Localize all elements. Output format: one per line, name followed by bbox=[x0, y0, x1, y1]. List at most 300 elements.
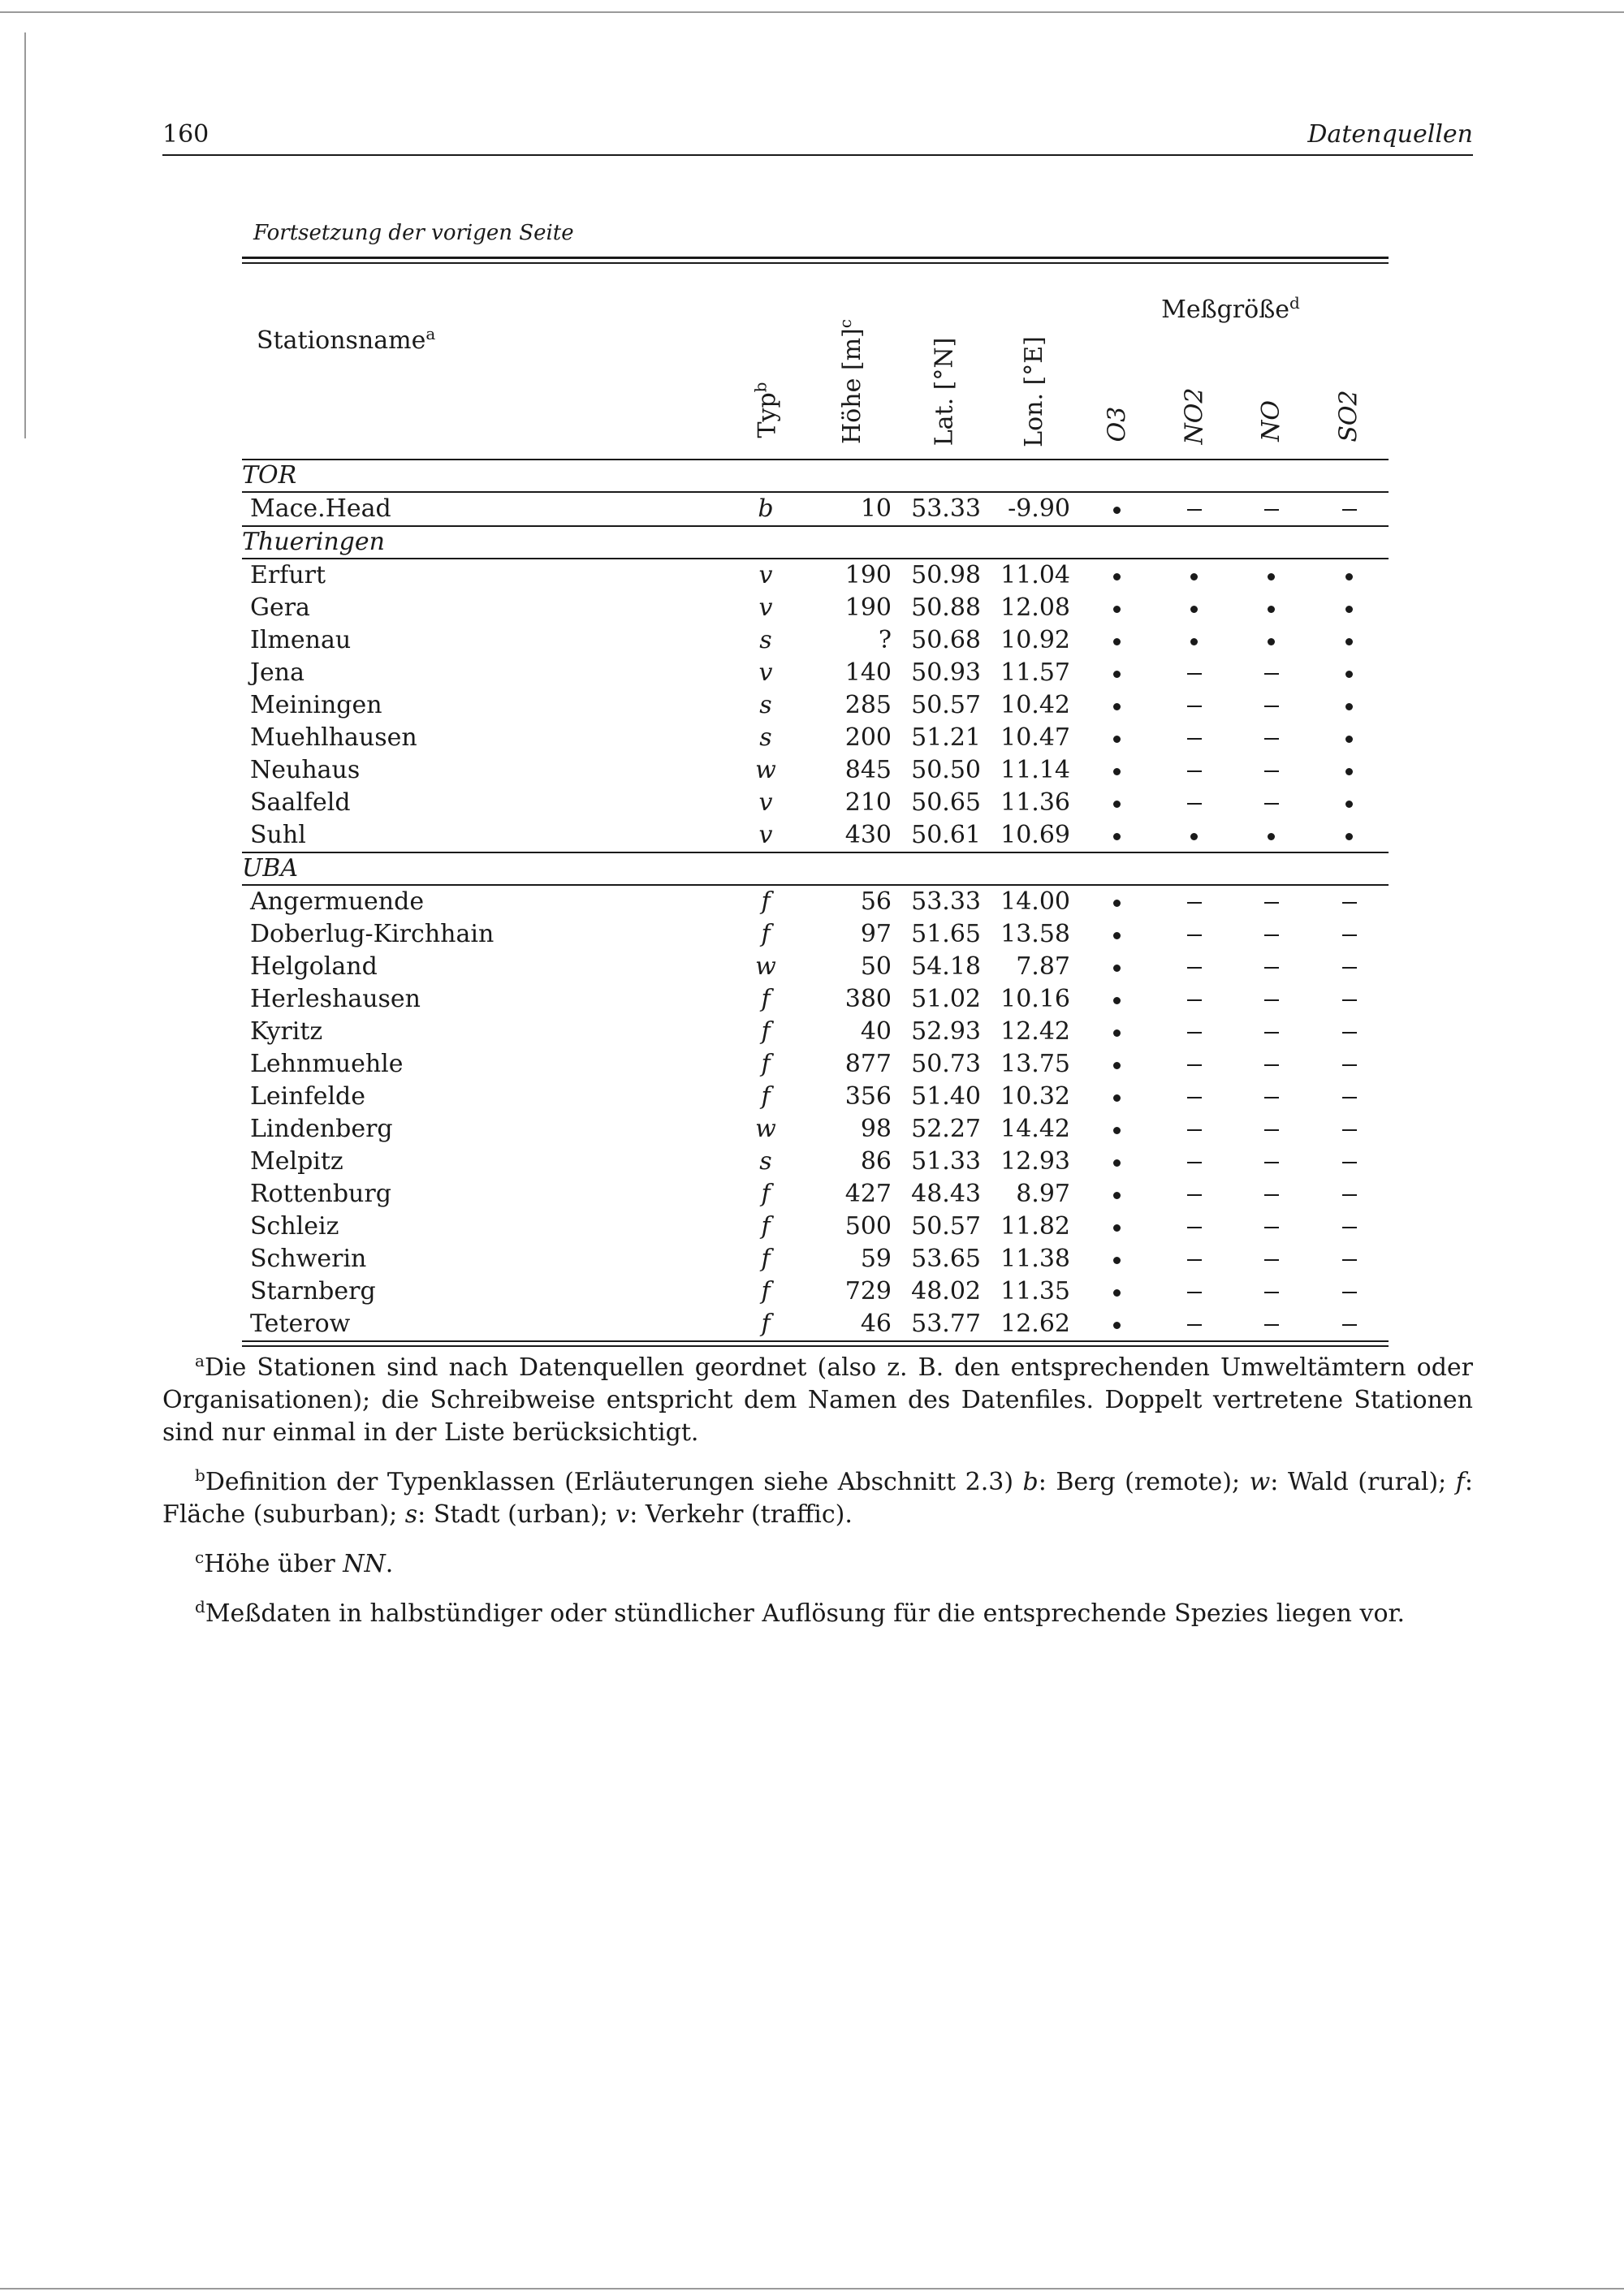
not-measured-dash-icon bbox=[1264, 1324, 1279, 1326]
measured-dot-icon bbox=[1113, 900, 1121, 907]
station-longitude: 11.35 bbox=[1000, 1277, 1070, 1306]
not-measured-dash-icon bbox=[1264, 1162, 1279, 1163]
station-latitude: 50.65 bbox=[911, 788, 981, 817]
not-measured-dash-icon bbox=[1342, 967, 1357, 969]
not-measured-dash-icon bbox=[1187, 1194, 1202, 1196]
station-longitude: 13.75 bbox=[1000, 1050, 1070, 1078]
station-latitude: 52.27 bbox=[911, 1115, 981, 1143]
not-measured-dash-icon bbox=[1342, 934, 1357, 936]
station-name: Doberlug-Kirchhain bbox=[250, 920, 495, 948]
station-type: s bbox=[759, 691, 772, 719]
station-height: 97 bbox=[860, 920, 892, 948]
measure-so2 bbox=[1310, 492, 1389, 526]
station-name: Schleiz bbox=[250, 1212, 339, 1241]
table-row bbox=[242, 1178, 1389, 1211]
measure-no bbox=[1233, 754, 1310, 787]
table-row bbox=[242, 559, 1389, 592]
station-name: Kyritz bbox=[250, 1017, 323, 1046]
running-title: Datenquellen bbox=[1307, 120, 1473, 149]
group-row bbox=[242, 526, 1389, 559]
not-measured-dash-icon bbox=[1187, 999, 1202, 1001]
table-row bbox=[242, 983, 1389, 1016]
not-measured-dash-icon bbox=[1187, 967, 1202, 969]
measured-dot-icon bbox=[1113, 703, 1121, 710]
measure-no2 bbox=[1155, 1275, 1233, 1308]
station-longitude: 10.92 bbox=[1000, 626, 1070, 654]
measure-so2 bbox=[1310, 1146, 1389, 1178]
station-name: Lehnmuehle bbox=[250, 1050, 404, 1078]
not-measured-dash-icon bbox=[1264, 1227, 1279, 1228]
not-measured-dash-icon bbox=[1342, 1129, 1357, 1131]
measure-o3 bbox=[1078, 1243, 1155, 1275]
table-row bbox=[242, 1113, 1389, 1146]
measure-no bbox=[1233, 1048, 1310, 1081]
measured-dot-icon bbox=[1268, 573, 1275, 580]
station-latitude: 54.18 bbox=[911, 952, 981, 981]
table-row bbox=[242, 1211, 1389, 1243]
station-name: Neuhaus bbox=[250, 756, 361, 784]
not-measured-dash-icon bbox=[1264, 1097, 1279, 1098]
measure-o3 bbox=[1078, 819, 1155, 852]
station-latitude: 50.88 bbox=[911, 593, 981, 622]
measure-no bbox=[1233, 1016, 1310, 1048]
measured-dot-icon bbox=[1113, 1192, 1121, 1199]
group-row bbox=[242, 852, 1389, 885]
measure-no bbox=[1233, 1275, 1310, 1308]
table-row bbox=[242, 624, 1389, 657]
station-height: 877 bbox=[844, 1050, 892, 1078]
not-measured-dash-icon bbox=[1264, 1259, 1279, 1261]
measure-no2 bbox=[1155, 592, 1233, 624]
station-height: 380 bbox=[844, 985, 892, 1013]
measure-no2 bbox=[1155, 1146, 1233, 1178]
station-longitude: 12.42 bbox=[1000, 1017, 1070, 1046]
measured-dot-icon bbox=[1113, 997, 1121, 1004]
not-measured-dash-icon bbox=[1187, 738, 1202, 740]
not-measured-dash-icon bbox=[1264, 803, 1279, 805]
station-latitude: 50.93 bbox=[911, 658, 981, 687]
station-longitude: 12.08 bbox=[1000, 593, 1070, 622]
not-measured-dash-icon bbox=[1342, 1097, 1357, 1098]
station-height: 46 bbox=[802, 1308, 900, 1341]
measured-dot-icon bbox=[1268, 638, 1275, 645]
column-header-hoehe: Höhe $[m]^c$ bbox=[836, 319, 866, 444]
station-height: 10 bbox=[860, 494, 892, 523]
station-longitude: 10.69 bbox=[1000, 821, 1070, 849]
not-measured-dash-icon bbox=[1342, 1292, 1357, 1293]
measure-no bbox=[1233, 1081, 1310, 1113]
station-type: w bbox=[755, 756, 776, 784]
measure-o3 bbox=[1078, 492, 1155, 526]
group-row bbox=[242, 460, 1389, 492]
station-name: Saalfeld bbox=[250, 788, 351, 817]
measure-o3 bbox=[1078, 624, 1155, 657]
measure-no2 bbox=[1155, 492, 1233, 526]
measured-dot-icon bbox=[1190, 638, 1198, 645]
table-row bbox=[242, 1081, 1389, 1113]
not-measured-dash-icon bbox=[1264, 1292, 1279, 1293]
table-row bbox=[242, 722, 1389, 754]
not-measured-dash-icon bbox=[1187, 706, 1202, 707]
station-type: s bbox=[759, 723, 772, 752]
not-measured-dash-icon bbox=[1342, 1194, 1357, 1196]
table-row bbox=[242, 689, 1389, 722]
station-latitude: 51.33 bbox=[911, 1147, 981, 1176]
measure-no bbox=[1233, 592, 1310, 624]
measure-no2 bbox=[1155, 819, 1233, 852]
not-measured-dash-icon bbox=[1187, 1227, 1202, 1228]
measured-dot-icon bbox=[1268, 833, 1275, 840]
measured-dot-icon bbox=[1345, 801, 1353, 808]
measure-o3 bbox=[1078, 951, 1155, 983]
page-number: 160 bbox=[162, 120, 209, 149]
not-measured-dash-icon bbox=[1342, 1324, 1357, 1326]
footnote-b: $^b$Definition der Typenklassen (Erläuterungen siehe Abschnitt 2.3) b: Berg (remote); w: Wald (rural); f: Fläche (suburban); s: Stadt (urban); v: Verkehr (traffic). bbox=[162, 1465, 1473, 1529]
station-type: f bbox=[761, 1180, 771, 1208]
station-longitude: -9.90 bbox=[1008, 494, 1070, 523]
measure-o3 bbox=[1078, 559, 1155, 592]
station-name: Meiningen bbox=[250, 691, 382, 719]
measure-no bbox=[1233, 722, 1310, 754]
station-type: f bbox=[761, 1212, 771, 1241]
not-measured-dash-icon bbox=[1264, 902, 1279, 904]
measure-no2 bbox=[1155, 624, 1233, 657]
station-longitude: 11.14 bbox=[1000, 756, 1070, 784]
measure-no2 bbox=[1155, 1211, 1233, 1243]
station-latitude: 52.93 bbox=[911, 1017, 981, 1046]
station-height: 430 bbox=[844, 821, 892, 849]
station-height: 50 bbox=[860, 952, 892, 981]
column-header-typ: Typ$^b$ bbox=[749, 382, 781, 438]
not-measured-dash-icon bbox=[1187, 1324, 1202, 1326]
station-type: s bbox=[759, 626, 772, 654]
station-height: 200 bbox=[844, 723, 892, 752]
not-measured-dash-icon bbox=[1264, 509, 1279, 511]
measure-no bbox=[1233, 819, 1310, 852]
station-latitude: 51.40 bbox=[911, 1082, 981, 1111]
measure-o3 bbox=[1078, 885, 1155, 918]
station-name: Leinfelde bbox=[250, 1082, 366, 1111]
stations-table bbox=[242, 257, 1389, 1347]
not-measured-dash-icon bbox=[1264, 770, 1279, 772]
station-latitude: 53.77 bbox=[900, 1308, 989, 1341]
station-type: v bbox=[758, 561, 773, 589]
scan-edge-left bbox=[24, 32, 26, 438]
station-type: f bbox=[761, 1245, 771, 1273]
measure-so2 bbox=[1310, 1308, 1389, 1341]
station-longitude: 7.87 bbox=[1016, 952, 1070, 981]
measure-o3 bbox=[1078, 689, 1155, 722]
measured-dot-icon bbox=[1345, 671, 1353, 678]
measured-dot-icon bbox=[1113, 1029, 1121, 1037]
column-header-lon: Lon. [°E] bbox=[1019, 335, 1048, 447]
column-header-o3: O3 bbox=[1103, 406, 1131, 442]
group-label: TOR bbox=[242, 460, 1389, 492]
station-longitude: 13.58 bbox=[1000, 920, 1070, 948]
measure-no bbox=[1233, 492, 1310, 526]
measure-so2 bbox=[1310, 592, 1389, 624]
station-type: w bbox=[755, 1115, 776, 1143]
station-height: ? bbox=[878, 626, 892, 654]
measured-dot-icon bbox=[1113, 606, 1121, 613]
station-latitude: 50.98 bbox=[911, 561, 981, 589]
station-type: f bbox=[761, 1017, 771, 1046]
station-height: 500 bbox=[844, 1212, 892, 1241]
station-longitude: 14.42 bbox=[1000, 1115, 1070, 1143]
measure-o3 bbox=[1078, 1113, 1155, 1146]
measure-o3 bbox=[1078, 1048, 1155, 1081]
station-name: Starnberg bbox=[250, 1277, 376, 1306]
measure-no bbox=[1233, 983, 1310, 1016]
measured-dot-icon bbox=[1345, 573, 1353, 580]
table-row bbox=[242, 657, 1389, 689]
measure-no2 bbox=[1155, 657, 1233, 689]
measured-dot-icon bbox=[1113, 1094, 1121, 1102]
measure-so2 bbox=[1310, 918, 1389, 951]
measured-dot-icon bbox=[1113, 1159, 1121, 1167]
not-measured-dash-icon bbox=[1342, 509, 1357, 511]
measure-o3 bbox=[1078, 918, 1155, 951]
measure-so2 bbox=[1310, 754, 1389, 787]
not-measured-dash-icon bbox=[1187, 770, 1202, 772]
station-height: 86 bbox=[860, 1147, 892, 1176]
station-longitude: 11.04 bbox=[1000, 561, 1070, 589]
not-measured-dash-icon bbox=[1342, 1032, 1357, 1034]
measure-no bbox=[1233, 689, 1310, 722]
not-measured-dash-icon bbox=[1342, 999, 1357, 1001]
table-row bbox=[242, 754, 1389, 787]
column-header-lat: Lat. [°N] bbox=[930, 337, 959, 446]
station-height: 845 bbox=[844, 756, 892, 784]
measure-o3 bbox=[1078, 1211, 1155, 1243]
not-measured-dash-icon bbox=[1187, 1162, 1202, 1163]
not-measured-dash-icon bbox=[1187, 902, 1202, 904]
measured-dot-icon bbox=[1113, 965, 1121, 972]
measure-no bbox=[1233, 624, 1310, 657]
station-name: Ilmenau bbox=[250, 626, 352, 654]
table-row bbox=[242, 787, 1389, 819]
measured-dot-icon bbox=[1345, 638, 1353, 645]
measure-no bbox=[1233, 1113, 1310, 1146]
station-type: w bbox=[755, 952, 776, 981]
station-latitude: 48.02 bbox=[911, 1277, 981, 1306]
station-longitude: 10.32 bbox=[1000, 1082, 1070, 1111]
station-longitude: 11.36 bbox=[1000, 788, 1070, 817]
measure-o3 bbox=[1078, 983, 1155, 1016]
station-name: Helgoland bbox=[250, 952, 378, 981]
table-row bbox=[242, 819, 1389, 852]
measure-no2 bbox=[1155, 951, 1233, 983]
station-height: 285 bbox=[844, 691, 892, 719]
measure-no2 bbox=[1155, 1081, 1233, 1113]
measured-dot-icon bbox=[1190, 573, 1198, 580]
station-height: 56 bbox=[860, 887, 892, 916]
station-name: Muehlhausen bbox=[250, 723, 417, 752]
table-row bbox=[242, 1308, 1389, 1341]
station-name: Jena bbox=[250, 658, 304, 687]
not-measured-dash-icon bbox=[1342, 1259, 1357, 1261]
not-measured-dash-icon bbox=[1187, 1129, 1202, 1131]
measured-dot-icon bbox=[1190, 606, 1198, 613]
not-measured-dash-icon bbox=[1264, 1194, 1279, 1196]
table-top-rule bbox=[242, 257, 1389, 259]
measure-o3 bbox=[1078, 787, 1155, 819]
footnote-d: $^d$Meßdaten in halbstündiger oder stündlicher Auflösung für die entsprechende Spezies liegen vor. bbox=[195, 1597, 1406, 1628]
measure-o3 bbox=[1078, 592, 1155, 624]
station-name: Schwerin bbox=[250, 1245, 367, 1273]
measured-dot-icon bbox=[1113, 638, 1121, 645]
station-latitude: 50.73 bbox=[911, 1050, 981, 1078]
table-row bbox=[242, 1275, 1389, 1308]
station-height: 190 bbox=[844, 561, 892, 589]
measured-dot-icon bbox=[1113, 1062, 1121, 1069]
measure-so2 bbox=[1310, 1243, 1389, 1275]
measure-so2 bbox=[1310, 983, 1389, 1016]
measure-o3 bbox=[1078, 754, 1155, 787]
station-latitude: 53.33 bbox=[911, 494, 981, 523]
station-type: v bbox=[758, 658, 773, 687]
measure-no2 bbox=[1155, 1308, 1233, 1341]
continuation-note: Fortsetzung der vorigen Seite bbox=[253, 221, 574, 245]
group-label: UBA bbox=[242, 852, 1389, 885]
table-row bbox=[242, 1016, 1389, 1048]
station-type: v bbox=[758, 821, 773, 849]
measure-no2 bbox=[1155, 722, 1233, 754]
measure-so2 bbox=[1310, 689, 1389, 722]
measured-dot-icon bbox=[1113, 833, 1121, 840]
not-measured-dash-icon bbox=[1187, 934, 1202, 936]
station-latitude: 50.50 bbox=[911, 756, 981, 784]
station-name: Mace.Head bbox=[250, 494, 391, 523]
measure-no2 bbox=[1155, 1048, 1233, 1081]
measure-o3 bbox=[1078, 1081, 1155, 1113]
measure-no2 bbox=[1155, 918, 1233, 951]
table-header-row bbox=[242, 264, 1389, 460]
footnote-c: $^c$Höhe über NN. bbox=[195, 1547, 394, 1578]
station-type: f bbox=[761, 1082, 771, 1111]
column-header-no: NO bbox=[1256, 399, 1285, 442]
page-header bbox=[162, 120, 1473, 156]
not-measured-dash-icon bbox=[1342, 902, 1357, 904]
table-row bbox=[242, 885, 1389, 918]
table-row bbox=[242, 1146, 1389, 1178]
measured-dot-icon bbox=[1113, 1289, 1121, 1297]
measure-no bbox=[1233, 657, 1310, 689]
measure-group-label: Meßgröße$^d$ bbox=[1161, 293, 1300, 324]
measure-no2 bbox=[1155, 754, 1233, 787]
measure-so2 bbox=[1310, 1178, 1389, 1211]
measure-so2 bbox=[1310, 559, 1389, 592]
group-label: Thueringen bbox=[242, 526, 1389, 559]
table-row bbox=[242, 951, 1389, 983]
not-measured-dash-icon bbox=[1264, 999, 1279, 1001]
measure-so2 bbox=[1310, 1016, 1389, 1048]
station-longitude: 14.00 bbox=[1000, 887, 1070, 916]
station-name: Herleshausen bbox=[250, 985, 421, 1013]
station-longitude: 12.93 bbox=[1000, 1147, 1070, 1176]
station-longitude: 10.42 bbox=[1000, 691, 1070, 719]
station-height: 98 bbox=[860, 1115, 892, 1143]
measure-no bbox=[1233, 1243, 1310, 1275]
station-name: Rottenburg bbox=[250, 1180, 391, 1208]
station-type: f bbox=[761, 1050, 771, 1078]
measure-o3 bbox=[1078, 1308, 1155, 1341]
not-measured-dash-icon bbox=[1264, 738, 1279, 740]
not-measured-dash-icon bbox=[1264, 1064, 1279, 1066]
station-height: 59 bbox=[860, 1245, 892, 1273]
station-type: b bbox=[758, 494, 774, 523]
station-type: s bbox=[759, 1147, 772, 1176]
measure-so2 bbox=[1310, 819, 1389, 852]
measure-no2 bbox=[1155, 559, 1233, 592]
measure-no bbox=[1233, 787, 1310, 819]
station-latitude: 53.33 bbox=[911, 887, 981, 916]
station-latitude: 51.02 bbox=[911, 985, 981, 1013]
measure-o3 bbox=[1078, 722, 1155, 754]
station-type: f bbox=[729, 1308, 802, 1341]
measure-no bbox=[1233, 951, 1310, 983]
station-name: Gera bbox=[250, 593, 310, 622]
station-height: 140 bbox=[844, 658, 892, 687]
not-measured-dash-icon bbox=[1264, 1032, 1279, 1034]
measured-dot-icon bbox=[1113, 1127, 1121, 1134]
measure-so2 bbox=[1310, 1275, 1389, 1308]
table-row bbox=[242, 1243, 1389, 1275]
measured-dot-icon bbox=[1113, 507, 1121, 514]
station-height: 427 bbox=[844, 1180, 892, 1208]
station-name: Teterow bbox=[242, 1308, 729, 1341]
station-longitude: 11.57 bbox=[1000, 658, 1070, 687]
station-height: 40 bbox=[860, 1017, 892, 1046]
measure-no2 bbox=[1155, 787, 1233, 819]
measure-no2 bbox=[1155, 1243, 1233, 1275]
not-measured-dash-icon bbox=[1342, 1064, 1357, 1066]
measure-no bbox=[1233, 1211, 1310, 1243]
station-longitude: 10.47 bbox=[1000, 723, 1070, 752]
table-row bbox=[242, 918, 1389, 951]
not-measured-dash-icon bbox=[1264, 706, 1279, 707]
not-measured-dash-icon bbox=[1342, 1162, 1357, 1163]
not-measured-dash-icon bbox=[1264, 1129, 1279, 1131]
measured-dot-icon bbox=[1113, 1224, 1121, 1232]
station-longitude: 10.16 bbox=[1000, 985, 1070, 1013]
station-latitude: 50.57 bbox=[911, 691, 981, 719]
station-type: f bbox=[761, 1277, 771, 1306]
scan-edge-top bbox=[0, 11, 1624, 13]
measure-so2 bbox=[1310, 1048, 1389, 1081]
station-type: v bbox=[758, 788, 773, 817]
measure-no2 bbox=[1155, 885, 1233, 918]
station-height: 210 bbox=[844, 788, 892, 817]
not-measured-dash-icon bbox=[1264, 673, 1279, 675]
measure-so2 bbox=[1310, 722, 1389, 754]
measured-dot-icon bbox=[1113, 768, 1121, 775]
measure-no2 bbox=[1155, 1113, 1233, 1146]
measure-no2 bbox=[1155, 983, 1233, 1016]
measure-no bbox=[1233, 1178, 1310, 1211]
measure-o3 bbox=[1078, 1016, 1155, 1048]
measure-no bbox=[1233, 1308, 1310, 1341]
measure-o3 bbox=[1078, 1178, 1155, 1211]
measured-dot-icon bbox=[1113, 671, 1121, 678]
station-latitude: 51.65 bbox=[911, 920, 981, 948]
station-name: Lindenberg bbox=[250, 1115, 393, 1143]
station-name: Melpitz bbox=[250, 1147, 343, 1176]
measure-no bbox=[1233, 559, 1310, 592]
measure-no bbox=[1233, 918, 1310, 951]
not-measured-dash-icon bbox=[1342, 1227, 1357, 1228]
not-measured-dash-icon bbox=[1187, 673, 1202, 675]
